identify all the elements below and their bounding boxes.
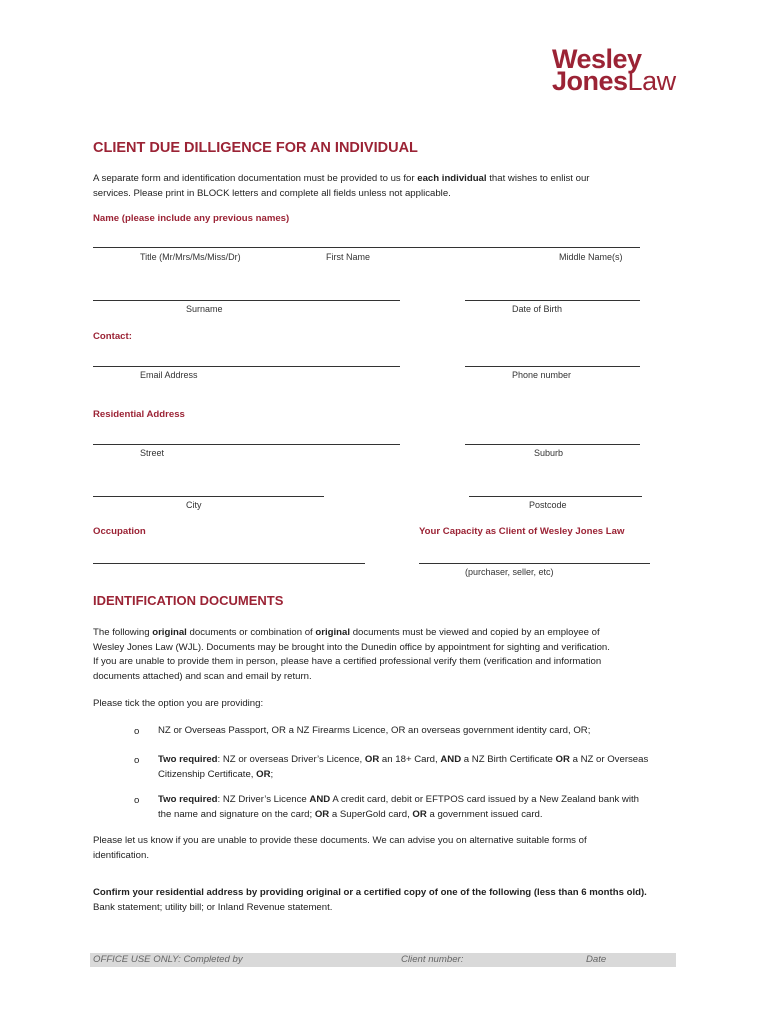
surname-label: Surname: [186, 304, 223, 314]
option3-text: [158, 793, 698, 822]
intro-part: that wishes to enlist our: [486, 173, 590, 184]
postcode-field[interactable]: [469, 496, 642, 497]
unable-text: Please let us know if you are unable to provide these documents. We can advise you on alternative suitable forms of: [93, 835, 587, 846]
id-text: Wesley Jones Law (WJL). Documents may be brought into the Dunedin office by appointment for sighting and verification.: [93, 641, 610, 653]
opt-text: the name and signature on the card;: [158, 808, 315, 820]
office-use-bar: [90, 953, 676, 967]
city-label: City: [186, 500, 202, 510]
contact-heading: Contact:: [93, 331, 132, 342]
opt-text: an 18+ Card,: [379, 754, 441, 765]
confirm-text: Bank statement; utility bill; or Inland Revenue statement.: [93, 901, 333, 913]
tick-instruction: Please tick the option you are providing:: [93, 698, 264, 709]
opt-text: A credit card, debit or EFTPOS card issued by a New Zealand bank with: [330, 794, 639, 805]
option2-text: [158, 753, 698, 782]
id-text: documents attached) and scan and email by return.: [93, 670, 312, 682]
logo-line1: Wesley: [552, 44, 642, 74]
name-input-line[interactable]: [93, 247, 640, 248]
opt-bold: OR: [256, 768, 271, 780]
city-field[interactable]: [93, 496, 324, 497]
opt-text: a NZ Birth Certificate: [461, 754, 556, 765]
option1-text: NZ or Overseas Passport, OR a NZ Firearms Licence, OR an overseas government identity card, OR;: [158, 725, 591, 736]
id-text: If you are unable to provide them in person, please have a certified professional verify them (verification and information: [93, 656, 602, 667]
opt-bold: AND: [309, 794, 331, 805]
occupation-field[interactable]: [93, 563, 365, 564]
intro-bold: each individual: [417, 173, 487, 184]
name-section-heading: Name (please include any previous names): [93, 213, 290, 224]
logo-law: Law: [627, 66, 676, 96]
option3-checkbox[interactable]: o: [134, 795, 140, 806]
capacity-hint: (purchaser, seller, etc): [465, 567, 554, 577]
opt-text: a government issued card.: [426, 808, 543, 820]
id-paragraph: [93, 626, 713, 684]
first-name-label: First Name: [326, 252, 371, 262]
opt-text: Citizenship Certificate,: [158, 768, 257, 780]
phone-label: Phone number: [512, 370, 572, 380]
confirm-bold: Confirm your residential address by providing original or a certified copy of one of the following (less than 6 months old).: [93, 887, 647, 898]
office-completed-label: OFFICE USE ONLY: Completed by: [93, 954, 243, 965]
email-label: Email Address: [140, 370, 198, 380]
street-field[interactable]: [93, 444, 400, 445]
residential-heading: Residential Address: [93, 409, 185, 420]
title-label: Title (Mr/Mrs/Ms/Miss/Dr): [140, 252, 241, 262]
id-text: documents must be viewed and copied by an employee of: [350, 627, 600, 638]
office-date-label: Date: [586, 954, 607, 965]
opt-bold: Two required: [158, 754, 218, 765]
logo-jones: Jones: [552, 66, 628, 96]
id-text: documents or combination of: [186, 627, 316, 638]
opt-bold: Two required: [158, 794, 218, 805]
intro-text: [93, 172, 693, 201]
opt-text: ;: [270, 768, 274, 780]
office-client-number-label: Client number:: [401, 954, 464, 965]
capacity-field[interactable]: [419, 563, 650, 564]
option2-checkbox[interactable]: o: [134, 755, 140, 766]
unable-text: identification.: [93, 849, 149, 861]
opt-bold: OR: [314, 808, 330, 820]
suburb-field[interactable]: [465, 444, 640, 445]
id-documents-heading: IDENTIFICATION DOCUMENTS: [93, 593, 284, 608]
confirm-address-paragraph: [93, 886, 733, 915]
phone-field[interactable]: [465, 366, 640, 367]
opt-bold: OR: [412, 808, 427, 820]
unable-paragraph: [93, 834, 693, 863]
occupation-heading: Occupation: [93, 526, 146, 537]
dob-label: Date of Birth: [512, 304, 563, 314]
opt-bold: AND: [440, 754, 462, 765]
suburb-label: Suburb: [534, 448, 564, 458]
form-title: CLIENT DUE DILLIGENCE FOR AN INDIVIDUAL: [93, 140, 418, 156]
opt-text: : NZ or overseas Driver’s Licence,: [217, 754, 365, 765]
postcode-label: Postcode: [529, 500, 567, 510]
dob-field[interactable]: [465, 300, 640, 301]
surname-field[interactable]: [93, 300, 400, 301]
middle-name-label: Middle Name(s): [559, 252, 623, 262]
wesley-jones-law-logo: [552, 44, 676, 96]
opt-text: a NZ or Overseas: [569, 754, 649, 765]
id-bold: original: [315, 627, 351, 638]
option1-checkbox[interactable]: o: [134, 726, 140, 737]
id-text: The following: [93, 627, 153, 638]
intro-part: A separate form and identification documentation must be provided to us for: [93, 173, 418, 184]
logo-line2: [552, 66, 676, 96]
capacity-heading: Your Capacity as Client of Wesley Jones Law: [419, 526, 625, 537]
email-field[interactable]: [93, 366, 400, 367]
opt-text: a SuperGold card,: [329, 808, 413, 820]
opt-text: : NZ Driver’s Licence: [217, 794, 310, 805]
street-label: Street: [140, 448, 165, 458]
intro-part: services. Please print in BLOCK letters and complete all fields unless not applicable.: [93, 187, 451, 199]
opt-bold: OR: [364, 754, 380, 765]
id-bold: original: [152, 627, 187, 638]
opt-bold: OR: [555, 754, 570, 765]
